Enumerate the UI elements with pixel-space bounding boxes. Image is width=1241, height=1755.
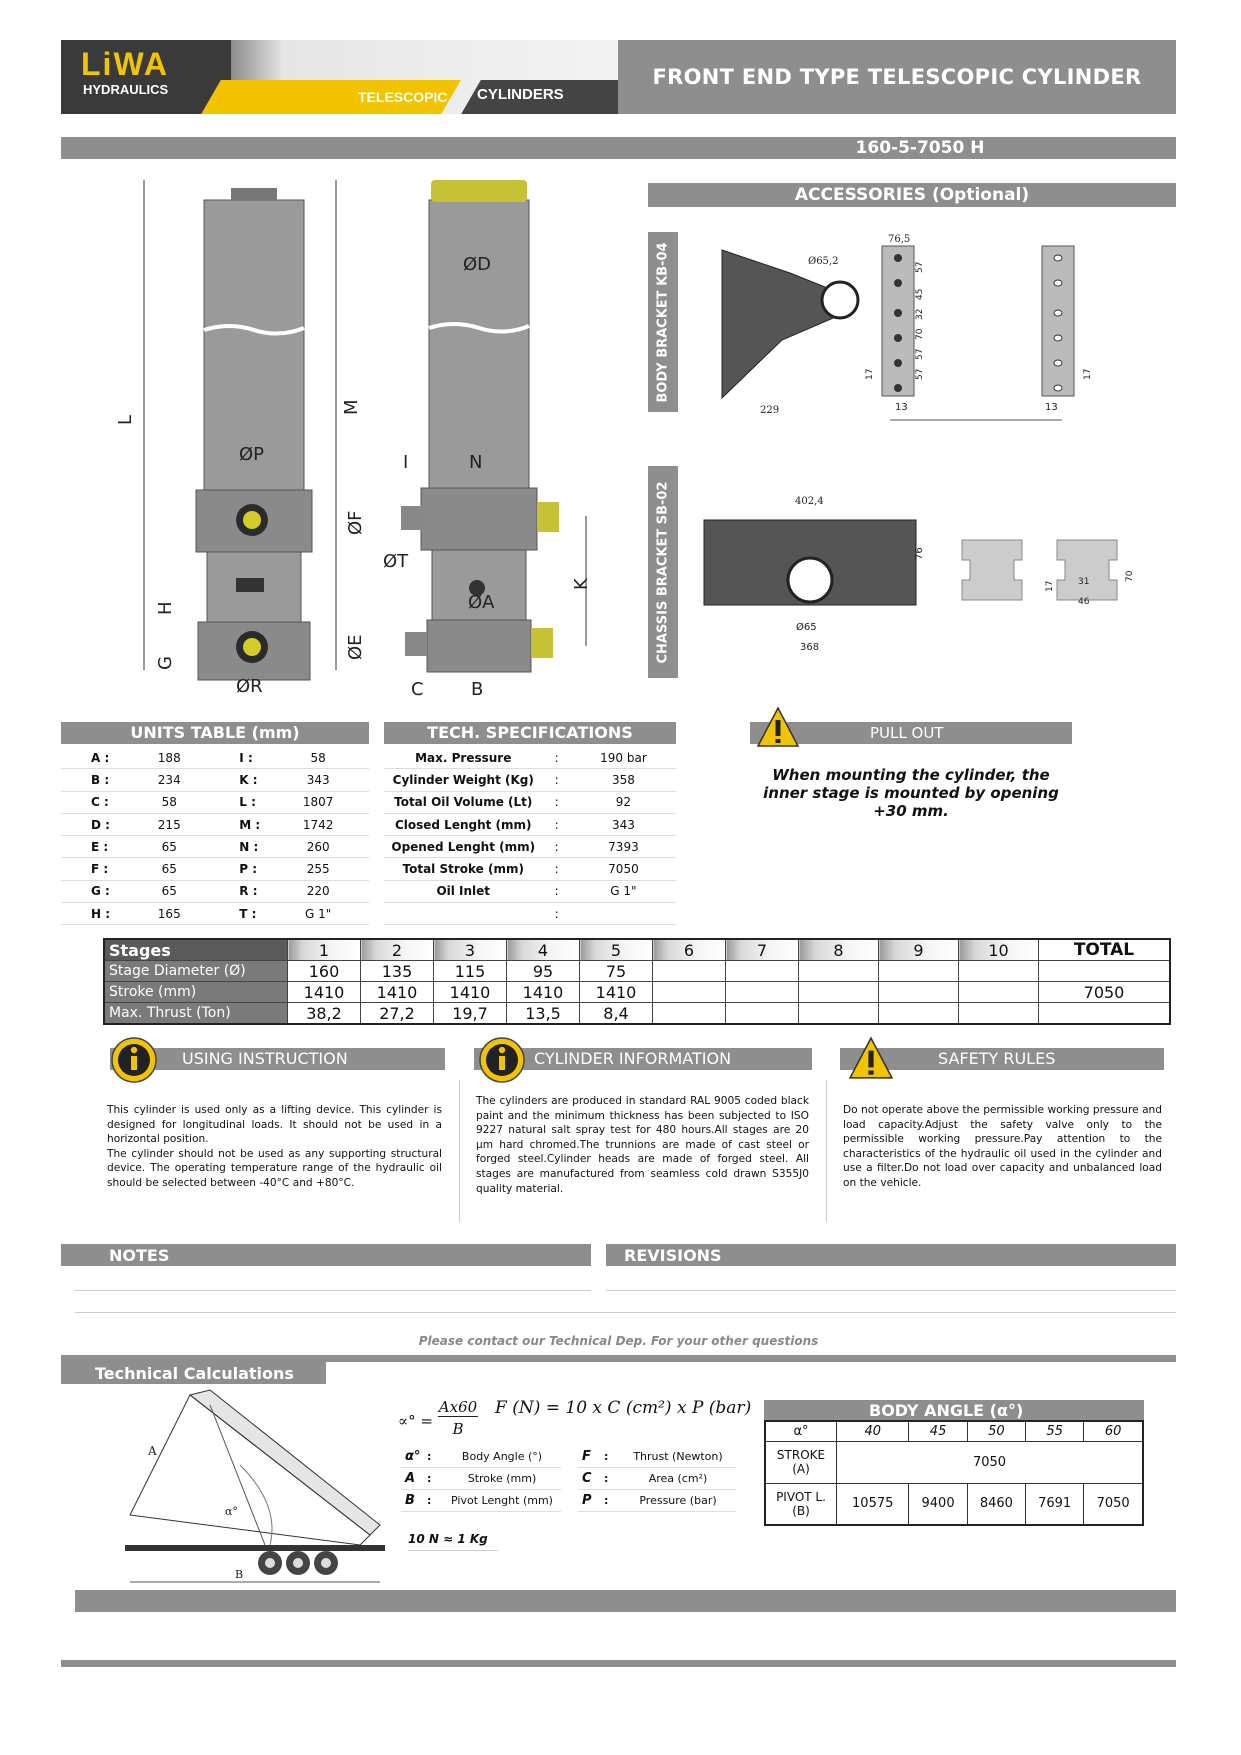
unit-value: G 1"	[267, 903, 369, 925]
unit-value: 234	[119, 769, 220, 791]
unit-key: P :	[239, 858, 267, 880]
stage-number: 10	[959, 939, 1039, 961]
unit-key: D :	[61, 813, 119, 835]
stage-number: 6	[653, 939, 726, 961]
stage-value: 115	[434, 961, 507, 982]
dim-G: G	[155, 656, 176, 670]
stage-value	[959, 1003, 1039, 1025]
tag-cylinders: CYLINDERS	[477, 86, 564, 103]
unit-value: 343	[267, 769, 369, 791]
safety-rules-header: SAFETY RULES	[840, 1048, 1164, 1070]
svg-text:45: 45	[915, 288, 925, 300]
calculations-title: Technical Calculations	[61, 1362, 326, 1384]
stage-value: 1410	[507, 982, 580, 1003]
cylinder-information-text: The cylinders are produced in standard RAL 9005 coded black paint and the minimum thickness has been subjected to ISO 9227 natural salt spray test for 480 hours.All stages are 20 µm hard chromed.The trunnions are made of cast steel or forged steel.Cylinder heads are made of forged steel. All stages are manufactured from seamless cold drawn S355J0 quality material.	[476, 1095, 809, 1195]
svg-text:17: 17	[1083, 368, 1093, 380]
dim-E: ØE	[345, 634, 366, 660]
tech-value: 343	[571, 813, 676, 835]
calc-colon: :	[427, 1468, 443, 1490]
calc-colon: :	[427, 1490, 443, 1512]
divider	[459, 1080, 460, 1222]
svg-text:13: 13	[1045, 402, 1058, 413]
info-icon	[110, 1036, 158, 1084]
warning-icon	[756, 706, 800, 750]
footer-bar	[75, 1590, 1176, 1612]
angle-cell: 60	[1084, 1421, 1143, 1441]
stage-value	[799, 961, 879, 982]
stage-number: 3	[434, 939, 507, 961]
unit-value: 65	[119, 858, 220, 880]
unit-value: 188	[119, 747, 220, 769]
pull-out-text: When mounting the cylinder, the inner stage is mounted by opening +30 mm.	[763, 766, 1059, 820]
unit-key: B :	[61, 769, 119, 791]
svg-text:57: 57	[915, 348, 925, 360]
stage-number: 8	[799, 939, 879, 961]
chassis-bracket-drawing	[700, 492, 1160, 662]
calc-symbol: B	[401, 1490, 427, 1512]
stage-value	[799, 982, 879, 1003]
dim-I: I	[403, 452, 409, 473]
model-number: 160-5-7050 H	[855, 138, 985, 158]
divider	[826, 1080, 827, 1222]
unit-key: C :	[61, 791, 119, 813]
calc-colon: :	[604, 1490, 620, 1512]
angle-cell: 55	[1026, 1421, 1084, 1441]
svg-text:57: 57	[915, 368, 925, 380]
unit-key: L :	[239, 791, 267, 813]
footer-line	[61, 1660, 1176, 1667]
calc-def-row	[401, 1468, 561, 1490]
tech-colon: :	[543, 791, 571, 813]
contact-text: Please contact our Technical Dep. For your other questions	[418, 1334, 819, 1348]
tech-colon: :	[543, 836, 571, 858]
svg-text:31: 31	[1078, 577, 1090, 587]
stage-value: 1410	[361, 982, 434, 1003]
svg-text:229: 229	[760, 405, 780, 416]
svg-text:76,5: 76,5	[888, 234, 911, 245]
tech-row	[384, 903, 676, 925]
stages-row	[104, 961, 1170, 982]
body-bracket-drawing	[700, 228, 1160, 428]
stage-value: 95	[507, 961, 580, 982]
unit-key: I :	[239, 747, 267, 769]
stage-total: 7050	[1039, 982, 1171, 1003]
dim-C: C	[411, 679, 424, 700]
stages-row-label: Stage Diameter (Ø)	[104, 961, 288, 982]
unit-key: T :	[239, 903, 267, 925]
stages-row	[104, 982, 1170, 1003]
cyl-right-cap	[431, 180, 527, 202]
tech-row	[384, 880, 676, 902]
dim-R: ØR	[236, 676, 263, 697]
notes-line	[75, 1312, 1176, 1313]
unit-value: 165	[119, 903, 220, 925]
stage-value: 19,7	[434, 1003, 507, 1025]
calc-definitions-left	[401, 1446, 561, 1512]
notes-line	[75, 1290, 591, 1291]
calc-symbol: α°	[401, 1446, 427, 1468]
tech-key: Max. Pressure	[384, 747, 543, 769]
tech-value: 7050	[571, 858, 676, 880]
svg-text:17: 17	[865, 368, 875, 380]
calc-def-row	[401, 1446, 561, 1468]
calc-symbol: C	[578, 1468, 604, 1490]
unit-value: 1807	[267, 791, 369, 813]
svg-text:70: 70	[1125, 570, 1135, 582]
calc-symbol: F	[578, 1446, 604, 1468]
unit-key: E :	[61, 836, 119, 858]
stages-table	[103, 938, 1171, 1025]
units-row	[61, 747, 369, 769]
tech-key: Opened Lenght (mm)	[384, 836, 543, 858]
dim-K: K	[571, 578, 592, 590]
tech-row	[384, 813, 676, 835]
calc-def-row	[401, 1490, 561, 1512]
calc-symbol: A	[401, 1468, 427, 1490]
separator-bar	[61, 1355, 1176, 1362]
stage-value	[726, 961, 799, 982]
pull-out-title: PULL OUT	[870, 724, 944, 742]
calc-def-row	[578, 1490, 736, 1512]
svg-text:76: 76	[914, 547, 925, 560]
pivot-cell: 8460	[967, 1483, 1025, 1525]
tech-key: Total Oil Volume (Lt)	[384, 791, 543, 813]
angle-cell: 45	[909, 1421, 967, 1441]
pivot-label: PIVOT L. (B)	[765, 1483, 837, 1525]
tech-row	[384, 858, 676, 880]
logo-subtext: HYDRAULICS	[83, 82, 169, 97]
stages-total-label: TOTAL	[1039, 939, 1171, 961]
tech-value: G 1"	[571, 880, 676, 902]
angle-head: α°	[765, 1421, 837, 1441]
tech-colon: :	[543, 747, 571, 769]
accessories-title: ACCESSORIES (Optional)	[648, 183, 1176, 207]
stage-value	[879, 982, 959, 1003]
using-instruction-text: This cylinder is used only as a lifting device. This cylinder is designed for longitudinal loads. It should not be used in a horizontal position. The cylinder should not be used as any supporting structural device. The operating temperature range of the hydraulic oil should be selected between -40°C and +80°C.	[107, 1104, 442, 1189]
stage-value: 1410	[580, 982, 653, 1003]
stage-value: 135	[361, 961, 434, 982]
units-row	[61, 903, 369, 925]
units-table-title: UNITS TABLE (mm)	[61, 722, 369, 744]
unit-value: 1742	[267, 813, 369, 835]
svg-text:Ø65,2: Ø65,2	[808, 256, 839, 267]
tech-key: Total Stroke (mm)	[384, 858, 543, 880]
dim-T: ØT	[383, 551, 409, 572]
calc-desc: Pressure (bar)	[620, 1490, 736, 1512]
dim-H: H	[155, 601, 176, 615]
tech-row	[384, 769, 676, 791]
pivot-cell: 7691	[1026, 1483, 1084, 1525]
revisions-header: REVISIONS	[606, 1244, 1176, 1266]
calc-desc: Thrust (Newton)	[620, 1446, 736, 1468]
stage-value: 27,2	[361, 1003, 434, 1025]
dim-N: N	[469, 452, 483, 473]
stages-row-label: Stroke (mm)	[104, 982, 288, 1003]
units-row	[61, 769, 369, 791]
calc-note: 10 N ≈ 1 Kg	[408, 1532, 498, 1551]
tech-colon: :	[543, 880, 571, 902]
angle-cell: 50	[967, 1421, 1025, 1441]
stage-number: 9	[879, 939, 959, 961]
svg-text:B: B	[235, 1568, 244, 1581]
dump-truck-diagram	[120, 1385, 410, 1590]
tech-row	[384, 791, 676, 813]
stage-total	[1039, 961, 1171, 982]
pivot-cell: 7050	[1084, 1483, 1143, 1525]
calc-symbol: P	[578, 1490, 604, 1512]
body-angle-title: BODY ANGLE (α°)	[764, 1400, 1144, 1420]
dim-F: ØF	[345, 510, 366, 535]
cyl-right-base	[427, 620, 531, 672]
cylinder-drawing	[61, 170, 621, 710]
angle-cell: 40	[837, 1421, 909, 1441]
calc-colon: :	[604, 1468, 620, 1490]
svg-text:13: 13	[895, 402, 908, 413]
unit-key: R :	[239, 880, 267, 902]
stages-header-row	[104, 939, 1170, 961]
units-row	[61, 813, 369, 835]
svg-text:70: 70	[915, 328, 925, 340]
calc-definitions-right	[578, 1446, 736, 1512]
units-row	[61, 858, 369, 880]
tech-key: Closed Lenght (mm)	[384, 813, 543, 835]
stage-value: 8,4	[580, 1003, 653, 1025]
units-table	[61, 747, 369, 925]
unit-value: 260	[267, 836, 369, 858]
stage-value	[726, 982, 799, 1003]
tech-key: Cylinder Weight (Kg)	[384, 769, 543, 791]
dim-P: ØP	[239, 444, 265, 465]
stage-value	[653, 1003, 726, 1025]
unit-key: A :	[61, 747, 119, 769]
stage-number: 4	[507, 939, 580, 961]
unit-value: 65	[119, 836, 220, 858]
tech-key	[384, 903, 543, 925]
brand-logo	[61, 40, 618, 114]
tech-key: Oil Inlet	[384, 880, 543, 902]
svg-text:A: A	[148, 1444, 157, 1458]
units-row	[61, 836, 369, 858]
tech-colon: :	[543, 813, 571, 835]
tech-specs-table	[384, 747, 676, 925]
svg-text:46: 46	[1078, 597, 1090, 607]
revisions-line	[606, 1290, 1176, 1291]
calc-colon: :	[604, 1446, 620, 1468]
svg-text:17: 17	[1045, 580, 1055, 592]
stage-value	[879, 961, 959, 982]
calc-desc: Body Angle (°)	[443, 1446, 561, 1468]
svg-text:Ø65: Ø65	[796, 622, 817, 633]
stage-number: 1	[288, 939, 361, 961]
calc-def-row	[578, 1446, 736, 1468]
unit-value: 58	[267, 747, 369, 769]
stage-value	[799, 1003, 879, 1025]
formula-thrust: F (N) = 10 x C (cm²) x P (bar)	[495, 1398, 752, 1418]
stage-value	[959, 982, 1039, 1003]
svg-text:368: 368	[800, 642, 820, 653]
pivot-cell: 10575	[837, 1483, 909, 1525]
stage-value: 13,5	[507, 1003, 580, 1025]
cyl-left-cap	[231, 188, 277, 200]
dim-D: ØD	[463, 254, 492, 275]
stage-total	[1039, 1003, 1171, 1025]
tech-value: 190 bar	[571, 747, 676, 769]
unit-value: 215	[119, 813, 220, 835]
calc-desc: Pivot Lenght (mm)	[443, 1490, 561, 1512]
stages-row	[104, 1003, 1170, 1025]
calc-def-row	[578, 1468, 736, 1490]
unit-value: 58	[119, 791, 220, 813]
warning-icon	[848, 1036, 894, 1082]
chassis-bracket-label: CHASSIS BRACKET SB-02	[648, 466, 678, 678]
stage-value: 1410	[288, 982, 361, 1003]
units-row	[61, 880, 369, 902]
tech-value: 92	[571, 791, 676, 813]
svg-text:402,4: 402,4	[795, 496, 824, 507]
tech-colon: :	[543, 769, 571, 791]
tech-row	[384, 747, 676, 769]
stroke-value: 7050	[837, 1441, 1144, 1483]
unit-value: 220	[267, 880, 369, 902]
stage-number: 2	[361, 939, 434, 961]
tag-telescopic: TELESCOPIC	[358, 89, 448, 105]
tech-row	[384, 836, 676, 858]
stage-value	[653, 961, 726, 982]
unit-value: 65	[119, 880, 220, 902]
info-icon	[478, 1036, 526, 1084]
notes-header: NOTES	[61, 1244, 591, 1266]
units-row	[61, 791, 369, 813]
stage-value	[653, 982, 726, 1003]
cyl-right-ring	[421, 488, 537, 550]
tech-value: 358	[571, 769, 676, 791]
dim-B: B	[471, 679, 484, 700]
unit-value: 255	[267, 858, 369, 880]
unit-key: N :	[239, 836, 267, 858]
stage-value: 160	[288, 961, 361, 982]
stages-label: Stages	[104, 939, 288, 961]
tech-value	[571, 903, 676, 925]
stage-value: 1410	[434, 982, 507, 1003]
tech-value: 7393	[571, 836, 676, 858]
svg-text:32: 32	[915, 308, 925, 320]
stage-value	[726, 1003, 799, 1025]
logo-text: LiWA	[81, 46, 169, 82]
svg-text:57: 57	[915, 261, 925, 273]
tech-colon: :	[543, 903, 571, 925]
stage-number: 7	[726, 939, 799, 961]
tech-colon: :	[543, 858, 571, 880]
unit-key: F :	[61, 858, 119, 880]
unit-key: M :	[239, 813, 267, 835]
page-title: FRONT END TYPE TELESCOPIC CYLINDER	[618, 40, 1176, 114]
cylinder-information-header: CYLINDER INFORMATION	[474, 1048, 812, 1070]
dim-L: L	[115, 414, 136, 425]
dim-A: ØA	[468, 592, 495, 613]
stroke-label: STROKE (A)	[765, 1441, 837, 1483]
using-instruction-header: USING INSTRUCTION	[110, 1048, 445, 1070]
svg-text:α°: α°	[225, 1505, 238, 1518]
body-angle-table	[764, 1420, 1144, 1526]
tech-specs-title: TECH. SPECIFICATIONS	[384, 722, 676, 744]
pivot-cell: 9400	[909, 1483, 967, 1525]
dim-M: M	[341, 399, 362, 415]
unit-key: G :	[61, 880, 119, 902]
calc-desc: Area (cm²)	[620, 1468, 736, 1490]
calc-colon: :	[427, 1446, 443, 1468]
unit-key: K :	[239, 769, 267, 791]
stage-value: 38,2	[288, 1003, 361, 1025]
stage-number: 5	[580, 939, 653, 961]
body-bracket-label: BODY BRACKET KB-04	[648, 232, 678, 412]
stage-value: 75	[580, 961, 653, 982]
stage-value	[959, 961, 1039, 982]
calc-desc: Stroke (mm)	[443, 1468, 561, 1490]
safety-rules-text: Do not operate above the permissible working pressure and load capacity.Adjust the safety valve only to the permissible working pressure.Pay attention to the characteristics of the hydraulic oil used in the cylinder and use a filter.Do not load over capacity and unbalanced load on the vehicle.	[843, 1104, 1162, 1189]
stages-row-label: Max. Thrust (Ton)	[104, 1003, 288, 1025]
unit-key: H :	[61, 903, 119, 925]
stage-value	[879, 1003, 959, 1025]
